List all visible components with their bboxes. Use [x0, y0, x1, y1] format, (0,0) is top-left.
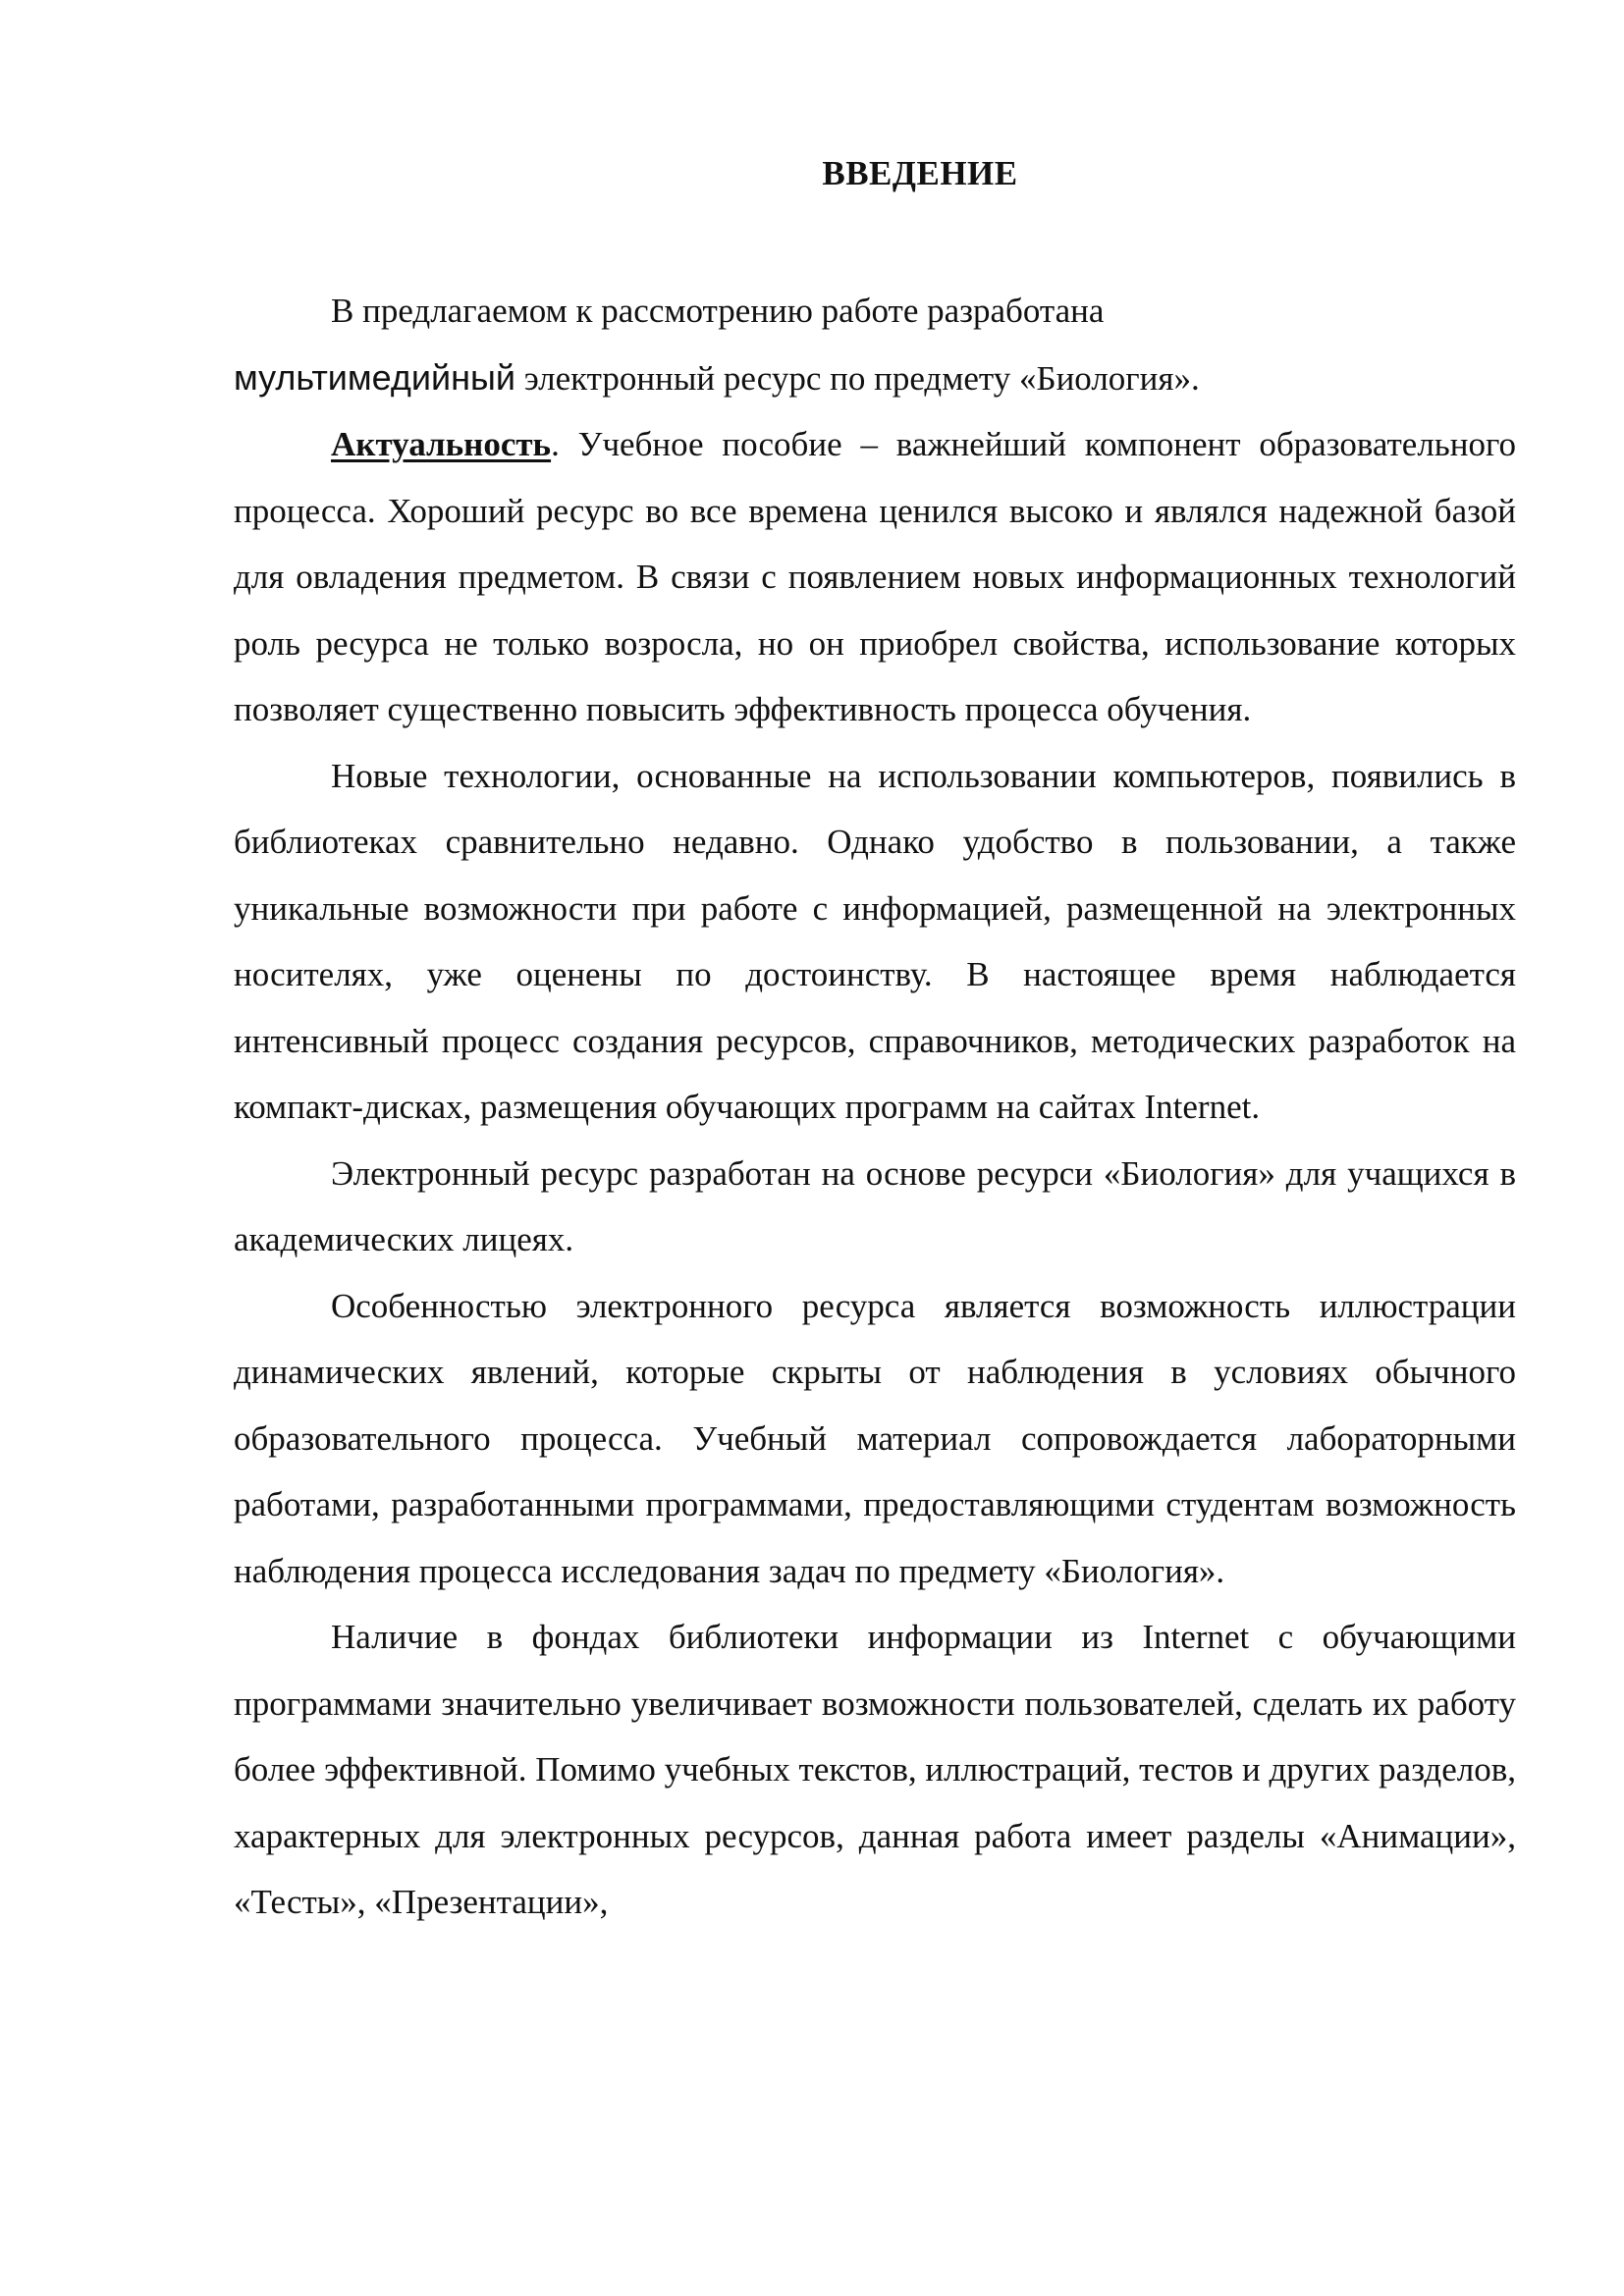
paragraph-features: Особенностью электронного ресурса является возможность иллюстрации динамических явлений, которые скрыты от наблюдения в условиях обычного образовательного процесса. Учебный материал сопровождается лабораторными работами, разработанными программами, предоставляющими студентам возможность наблюдения процесса исследования задач по предмету «Биология».	[234, 1286, 1516, 1590]
intro-highlight-word: мультимедийный	[234, 356, 515, 398]
paragraph-intro	[234, 278, 1516, 411]
paragraph-relevance	[234, 411, 1516, 743]
intro-text-start: В предлагаемом к рассмотрению работе разработана	[331, 292, 1105, 330]
document-body	[234, 278, 1516, 1936]
page-title: ВВЕДЕНИЕ	[822, 154, 1018, 192]
relevance-text: . Учебное пособие – важнейший компонент образовательного процесса. Хороший ресурс во все времена ценился высоко и являлся надежной базой для овладения предметом. В связи с появлением новых информационных технологий роль ресурса не только возросла, но он приобрел свойства, использование которых позволяет существенно повысить эффективность процесса обучения.	[234, 425, 1516, 728]
paragraph-resource-basis: Электронный ресурс разработан на основе ресурси «Биология» для учащихся в академических лицеях.	[234, 1153, 1516, 1258]
paragraph-library-funds: Наличие в фондах библиотеки информации из Internet с обучающими программами значительно увеличивает возможности пользователей, сделать их работу более эффективной. Помимо учебных текстов, иллюстраций, тестов и других разделов, характерных для электронных ресурсов, данная работа имеет разделы «Анимации», «Тесты», «Презентации»,	[234, 1618, 1516, 1921]
paragraph-new-technologies: Новые технологии, основанные на использовании компьютеров, появились в библиотеках сравнительно недавно. Однако удобство в пользовании, а также уникальные возможности при работе с информацией, размещенной на электронных носителях, уже оценены по достоинству. В настоящее время наблюдается интенсивный процесс создания ресурсов, справочников, методических разработок на компакт-дисках, размещения обучающих программ на сайтах Internet.	[234, 756, 1516, 1126]
relevance-term: Актуальность	[331, 425, 552, 463]
intro-text-end: электронный ресурс по предмету «Биология».	[514, 358, 1200, 398]
